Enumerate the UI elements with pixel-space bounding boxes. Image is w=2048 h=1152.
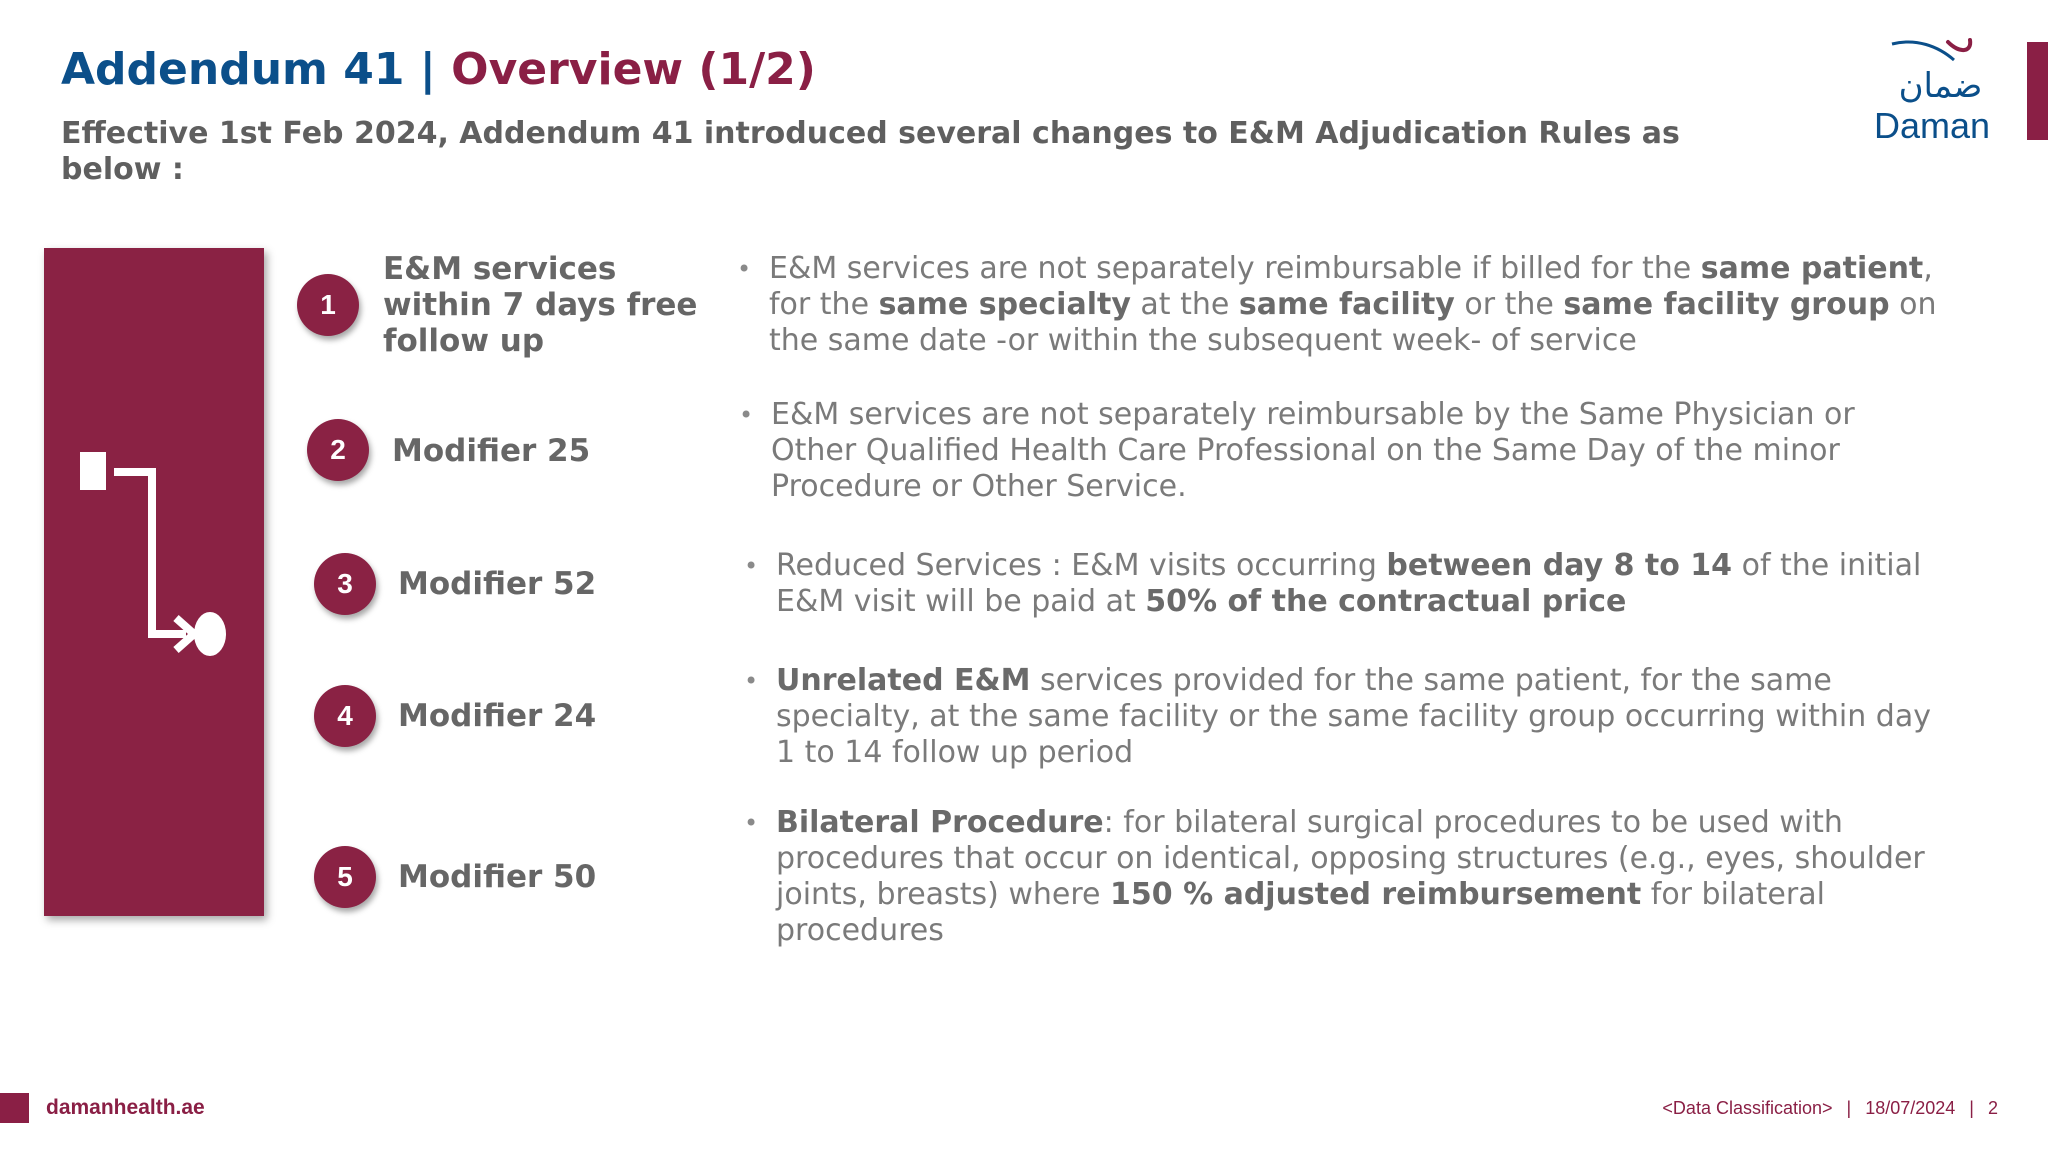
item-label: Modifier 24 <box>398 698 597 734</box>
emphasis-text: Bilateral Procedure <box>776 805 1104 840</box>
description-text: E&M services are not separately reimbursable by the Same Physician or Other Qualified Health Care Professional on the Same Day of the minor Procedure or Other Service. <box>771 397 1855 504</box>
footer-website-link[interactable]: damanhealth.ae <box>46 1096 205 1119</box>
daman-logo <box>1870 36 2010 146</box>
title-separator: | <box>419 44 436 95</box>
item-number-badge: 5 <box>314 846 376 908</box>
logo-arabic-text: ضمان <box>1898 66 1983 106</box>
footer-date: 18/07/2024 <box>1865 1098 1956 1118</box>
footer-separator: | <box>1969 1098 1974 1118</box>
emphasis-text: same facility group <box>1563 287 1890 322</box>
corner-accent-bar <box>2027 42 2048 140</box>
description-text: at the <box>1130 287 1239 322</box>
item-description <box>744 805 1944 949</box>
description-text: on the same date -or within the subsequent week- of service <box>769 287 1937 358</box>
emphasis-text: same specialty <box>878 287 1131 322</box>
description-text: of the initial E&M visit will be paid at <box>776 548 1922 619</box>
item-description <box>737 251 1937 359</box>
side-panel <box>44 248 264 916</box>
item-description <box>744 663 1944 771</box>
logo-latin-text: Daman <box>1874 105 1991 146</box>
item-label: Modifier 25 <box>392 433 591 469</box>
page-title <box>61 42 816 98</box>
title-overview: Overview (1/2) <box>451 44 816 95</box>
description-text: or the <box>1454 287 1564 322</box>
description-text: services provided for the same patient, for the same specialty, at the same facility or the same facility group occurring within day 1 to 14 follow up period <box>776 663 1931 770</box>
item-label: Modifier 50 <box>398 859 597 895</box>
description-text: : for bilateral surgical procedures to be used with procedures that occur on identical, opposing structures (e.g., eyes, shoulder joints, breasts) where <box>776 805 1925 912</box>
data-classification: <Data Classification> <box>1662 1098 1833 1118</box>
page-number: 2 <box>1987 1098 1998 1118</box>
emphasis-text: same facility <box>1238 287 1455 322</box>
item-number-badge: 4 <box>314 685 376 747</box>
daman-swoosh-logo <box>1888 36 1988 70</box>
item-label: E&M services within 7 days free follow up <box>383 251 698 359</box>
flow-arrow-icon <box>76 448 266 688</box>
title-addendum: Addendum 41 <box>61 44 405 95</box>
item-description <box>739 397 1919 505</box>
item-number-badge: 1 <box>297 274 359 336</box>
description-text: , for the <box>769 251 1933 322</box>
description-text: for bilateral procedures <box>776 877 1825 948</box>
footer-accent-square <box>0 1093 29 1123</box>
emphasis-text: 50% of the contractual price <box>1145 584 1627 619</box>
description-text: Reduced Services : E&M visits occurring <box>776 548 1387 583</box>
footer-separator: | <box>1846 1098 1852 1118</box>
footer-meta <box>1662 1097 1998 1119</box>
item-number-badge: 3 <box>314 553 376 615</box>
page-subtitle: Effective 1st Feb 2024, Addendum 41 introduced several changes to E&M Adjudication Rules as below : <box>61 116 1680 187</box>
item-description <box>744 548 1944 620</box>
description-text: E&M services are not separately reimbursable if billed for the <box>769 251 1701 286</box>
emphasis-text: between day 8 to 14 <box>1386 548 1733 583</box>
emphasis-text: 150 % adjusted reimbursement <box>1110 877 1642 912</box>
emphasis-text: same patient <box>1700 251 1924 286</box>
emphasis-text: Unrelated E&M <box>776 663 1031 698</box>
item-label: Modifier 52 <box>398 566 597 602</box>
item-number-badge: 2 <box>307 419 369 481</box>
